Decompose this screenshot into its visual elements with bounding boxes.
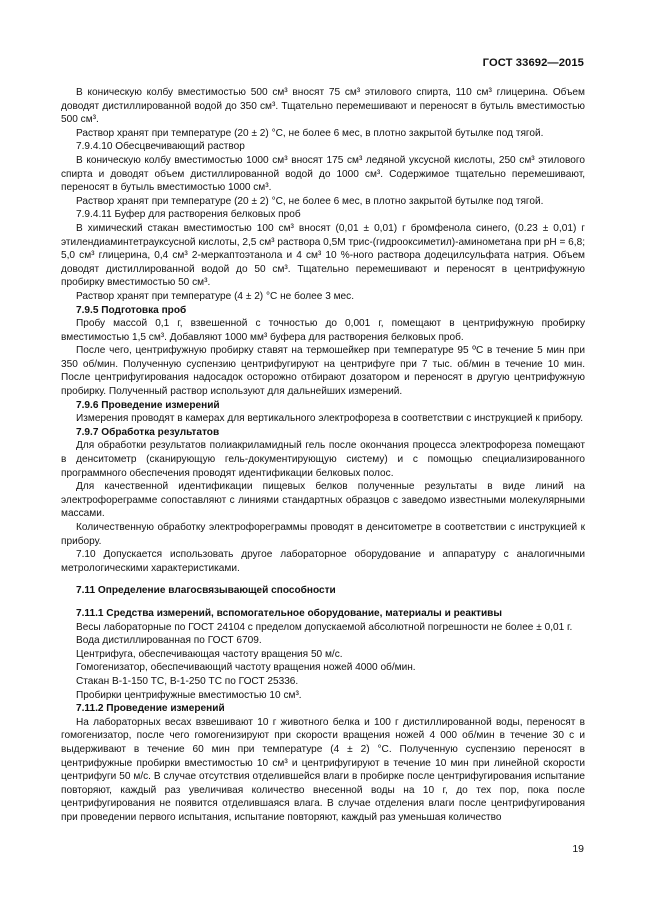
paragraph: Раствор хранят при температуре (20 ± 2) °С, не более 6 мес, в плотно закрытой бутылке под тягой. <box>76 127 544 139</box>
paragraph: Пробирки центрифужные вместимостью 10 см³. <box>76 689 302 701</box>
paragraph: Весы лабораторные по ГОСТ 24104 с пределом допускаемой абсолютной погрешности не более ± 0,01 г. <box>76 621 573 633</box>
paragraph: 7.10 Допускается использовать другое лабораторное оборудование и аппаратуру с аналогичными метрологическими характеристиками. <box>61 549 585 574</box>
paragraph: Раствор хранят при температуре (20 ± 2) °С, не более 6 мес, в плотно закрытой бутылке под тягой. <box>76 195 544 207</box>
paragraph: Для качественной идентификации пищевых белков полученные результаты в виде линий на электрофореграмме сопоставляют с линиями стандартных образцов с заведомо известными молекулярными массами. <box>61 481 585 520</box>
subsection-heading: 7.9.4.10 Обесцвечивающий раствор <box>76 141 245 153</box>
paragraph: В химический стакан вместимостью 100 см³ вносят (0,01 ± 0,01) г бромфенола синего, (0.23 ± 0,01) г этилендиаминтетрауксусной кислоты, 2,5 см³ раствора 0,5М трис-(гидрооксиметил)-аминометана при pH = 6,8; 5,0 см³ глицерина, 0,4 см³ 2-меркаптоэтанола и 4 см³ 10 %-ного раствора додецилсульфата натрия. Объем доводят дистиллированной водой до 50 см³. Тщательно перемешивают и переносят в центрифужную пробирку вместимостью 50 см³. <box>61 222 585 289</box>
document-body <box>61 86 585 824</box>
document-code-header: ГОСТ 33692—2015 <box>482 57 584 69</box>
section-heading: 7.11.2 Проведение измерений <box>76 703 225 715</box>
paragraph: Вода дистиллированная по ГОСТ 6709. <box>76 635 262 647</box>
paragraph: В коническую колбу вместимостью 500 см³ вносят 75 см³ этилового спирта, 110 см³ глицерина. Объем доводят дистиллированной водой до 350 см³. Тщательно перемешивают и переносят в бутыль вместимостью 500 см³. <box>61 87 585 126</box>
paragraph: Стакан В-1-150 ТС, В-1-250 ТС по ГОСТ 25336. <box>76 675 299 687</box>
section-heading: 7.11 Определение влагосвязывающей способности <box>76 585 336 597</box>
paragraph: В коническую колбу вместимостью 1000 см³ вносят 175 см³ ледяной уксусной кислоты, 250 см³ этилового спирта и доводят объем дистиллированной водой до 1000 см³. Содержимое тщательно перемешивают, переносят в бутыль вместимостью 1000 см³. <box>61 154 585 194</box>
subsection-heading: 7.9.4.11 Буфер для растворения белковых проб <box>76 209 301 221</box>
paragraph: Измерения проводят в камерах для вертикального электрофореза в соответствии с инструкцией к прибору. <box>76 413 584 425</box>
section-heading: 7.9.7 Обработка результатов <box>76 426 220 438</box>
paragraph: Пробу массой 0,1 г, взвешенной с точностью до 0,001 г, помещают в центрифужную пробирку вместимостью 1,5 см³. Добавляют 1000 мм³ буфера для растворения белковых проб. <box>61 318 585 343</box>
paragraph: Центрифуга, обеспечивающая частоту вращения 50 м/с. <box>76 648 343 660</box>
section-heading: 7.9.5 Подготовка проб <box>76 304 187 316</box>
paragraph: Гомогенизатор, обеспечивающий частоту вращения ножей 4000 об/мин. <box>76 662 416 674</box>
paragraph: На лабораторных весах взвешивают 10 г животного белка и 100 г дистиллированной воды, переносят в гомогенизатор, после чего гомогенизируют при скорости вращения ножей 4 000 об/мин в течение 30 с и выдерживают в течение 60 мин при температуре (4 ± 2) °С. Полученную суспензию переносят в центрифужные пробирки вместимостью 10 см³ и центрифугируют в течение 10 мин при линейной скорости центрифуги 50 м/с. В случае отсутствия отделившейся влаги в пробирке после центрифугирования испытание повторяют, каждый раз увеличивая количество внесенной воды на 10 г, до тех пор, пока после центрифугирования не появится отделившаяся влага. В случае отделения влаги после центрифугирования при проведении первого испытания, испытание повторяют, каждый раз уменьшая количество <box>61 716 585 823</box>
section-heading: 7.11.1 Средства измерений, вспомогательное оборудование, материалы и реактивы <box>76 607 503 619</box>
paragraph: Для обработки результатов полиакриламидный гель после окончания процесса электрофореза помещают в денситометр (сканирующую гель-документирующую систему) и с помощью специализированного программного обеспечения проводят идентификации белковых полос. <box>61 440 585 479</box>
paragraph: Количественную обработку электрофореграммы проводят в денситометре в соответствии с инструкцией к прибору. <box>61 522 585 547</box>
page-number: 19 <box>572 843 584 855</box>
section-heading: 7.9.6 Проведение измерений <box>76 399 220 411</box>
paragraph: Раствор хранят при температуре (4 ± 2) °С не более 3 мес. <box>76 290 355 302</box>
paragraph: После чего, центрифужную пробирку ставят на термошейкер при температуре 95 ºС в течение 5 мин при 350 об/мин. Полученную суспензию центрифугируют на центрифуге при 7 тыс. об/мин в течение 10 мин. После центрифугирования надосадок осторожно отбирают дозатором и переносят в другую центрифужную пробирку. Полученный раствор используют для дальнейших измерений. <box>61 345 585 398</box>
